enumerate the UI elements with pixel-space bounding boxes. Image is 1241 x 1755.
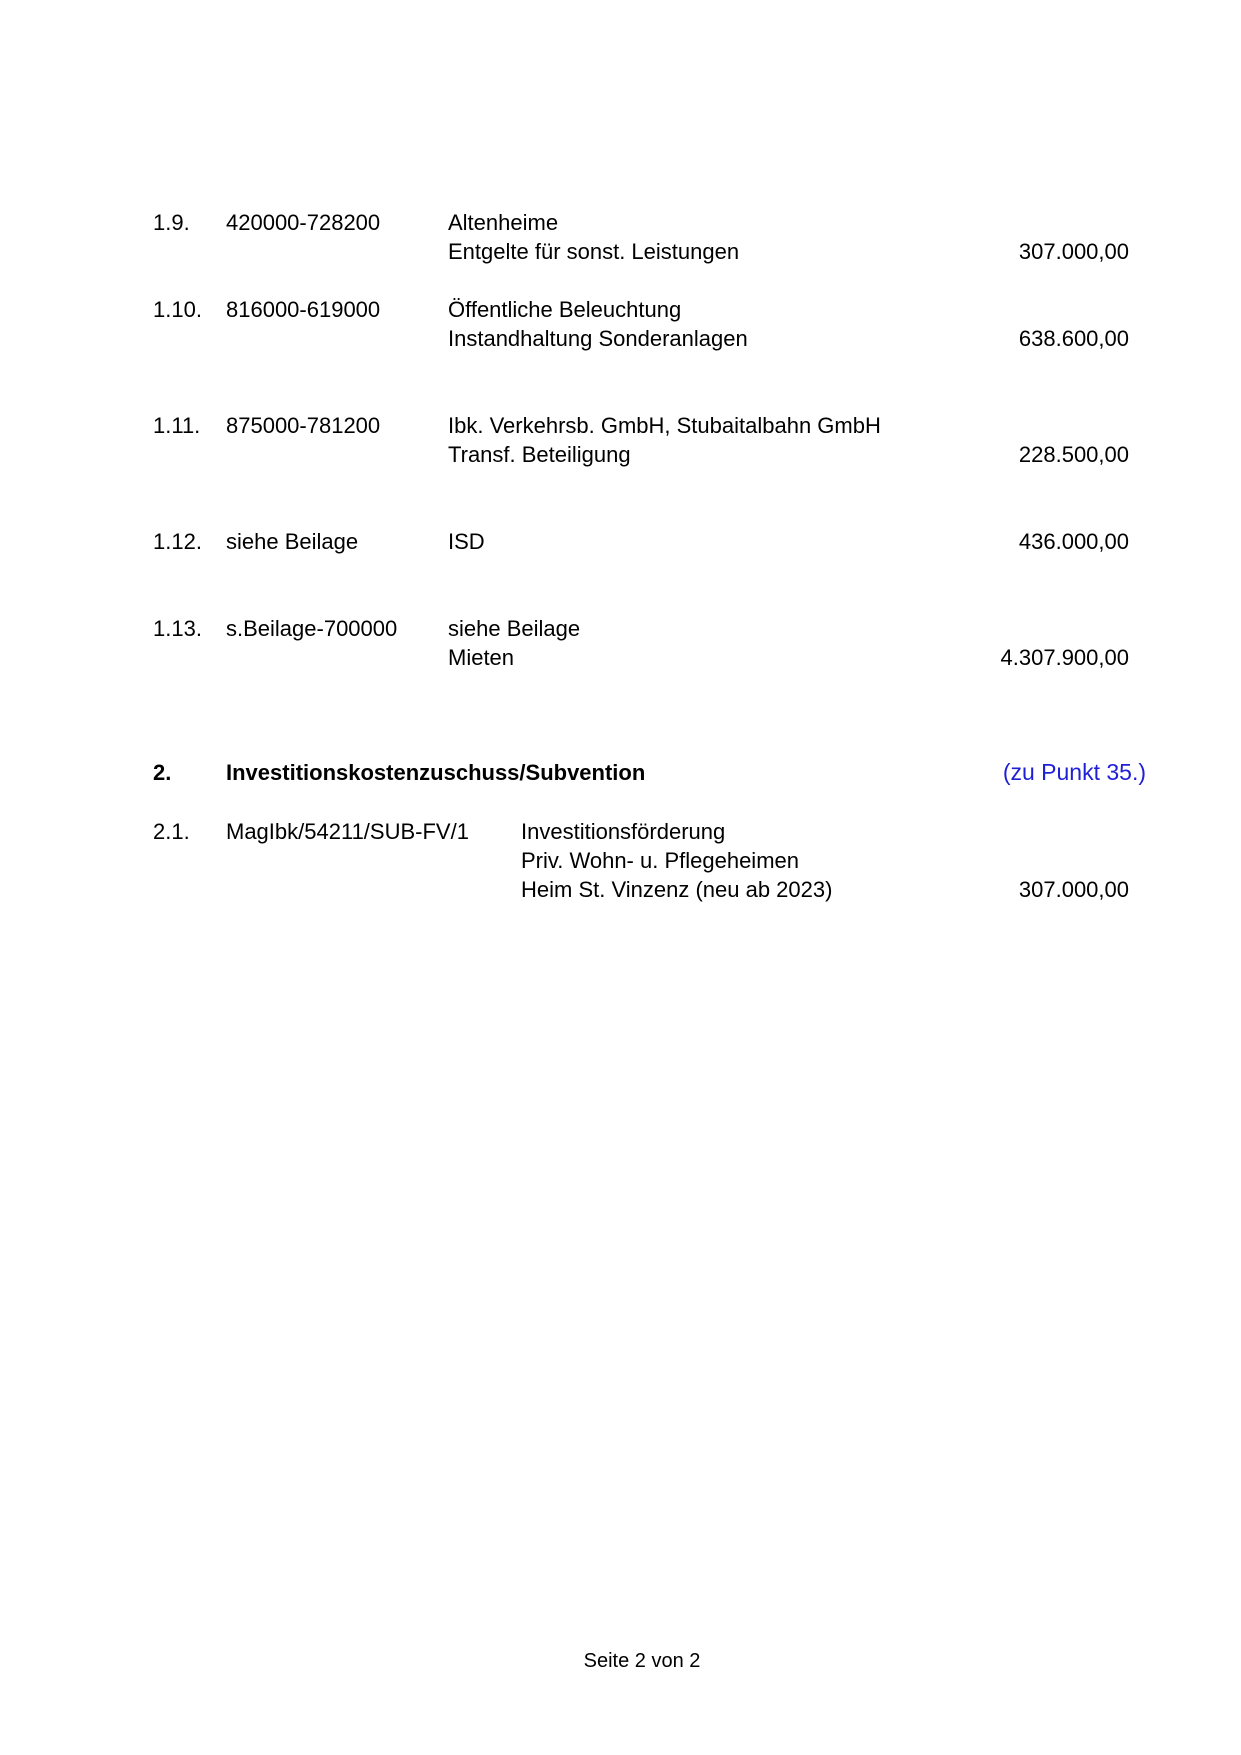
item-description-line: Ibk. Verkehrsb. GmbH, Stubaitalbahn GmbH: [448, 413, 881, 438]
item-description-line: Mieten: [448, 645, 515, 670]
item-number: 2.1.: [153, 819, 190, 844]
item-description: [521, 817, 832, 904]
item-amount: 307.000,00: [1018, 877, 1129, 902]
item-amount: 638.600,00: [1018, 326, 1129, 351]
item-amount: 436.000,00: [1018, 529, 1129, 554]
section-reference: (zu Punkt 35.): [1002, 759, 1146, 785]
item-number: 1.10.: [153, 297, 202, 322]
item-description: [448, 295, 748, 353]
page-number-label: Seite 2 von 2: [583, 1650, 701, 1672]
item-description-line: Entgelte für sonst. Leistungen: [448, 239, 740, 264]
item-description-line: Öffentliche Beleuchtung: [448, 297, 682, 322]
item-description-line: Investitionsförderung: [521, 819, 726, 844]
item-description-line: Transf. Beteiligung: [448, 442, 631, 467]
item-description: [448, 208, 739, 266]
item-account-code: 420000-728200: [226, 210, 381, 235]
item-description-line: Instandhaltung Sonderanlagen: [448, 326, 748, 351]
item-number: 1.11.: [153, 413, 201, 438]
section-number: 2.: [153, 760, 172, 785]
item-description: [448, 411, 881, 469]
item-amount: 4.307.900,00: [1000, 645, 1129, 670]
item-account-code: siehe Beilage: [226, 529, 359, 554]
item-account-code: s.Beilage-700000: [226, 616, 398, 641]
item-number: 1.13.: [153, 616, 202, 641]
item-description: [448, 527, 485, 556]
item-number: 1.12.: [153, 529, 202, 554]
item-account-code: 875000-781200: [226, 413, 381, 438]
item-description-line: ISD: [448, 529, 485, 554]
item-account-code: MagIbk/54211/SUB-FV/1: [226, 819, 469, 844]
item-account-code: 816000-619000: [226, 297, 381, 322]
item-description-line: siehe Beilage: [448, 616, 581, 641]
item-description-line: Altenheime: [448, 210, 559, 235]
section-title: Investitionskostenzuschuss/Subvention: [226, 760, 646, 785]
item-description-line: Priv. Wohn- u. Pflegeheimen: [521, 848, 799, 873]
item-amount: 228.500,00: [1018, 442, 1129, 467]
item-description: [448, 614, 580, 672]
item-number: 1.9.: [153, 210, 190, 235]
page-footer: [0, 1647, 1241, 1676]
item-amount: 307.000,00: [1018, 239, 1129, 264]
item-description-line: Heim St. Vinzenz (neu ab 2023): [521, 877, 833, 902]
